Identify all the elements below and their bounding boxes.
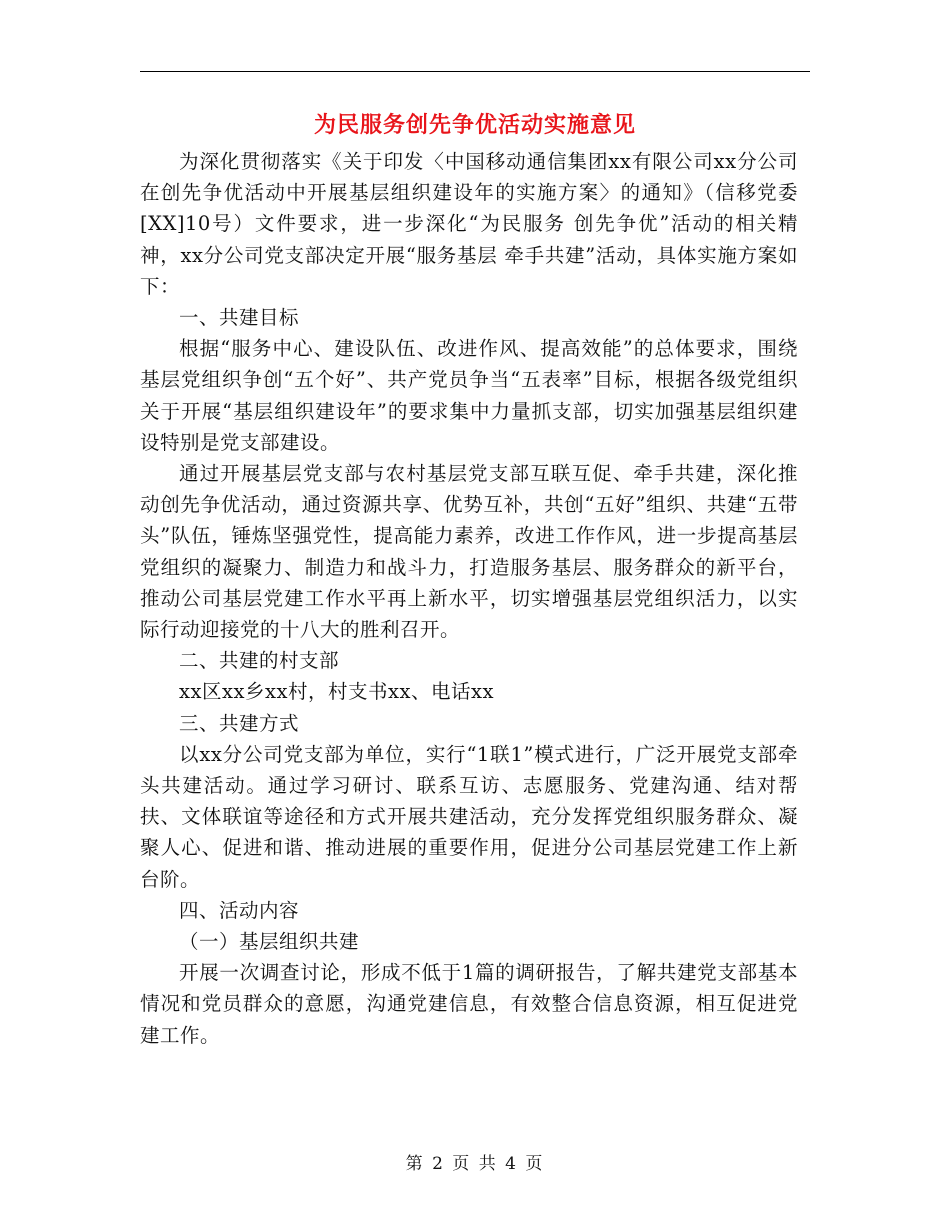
page-number: 第 2 页 共 4 页 bbox=[405, 1154, 545, 1174]
document-body bbox=[140, 146, 798, 1051]
heading-section-2: 二、共建的村支部 bbox=[179, 649, 340, 673]
paragraph-goal-1: 根据“服务中心、建设队伍、改进作风、提高效能”的总体要求，围绕基层党组织争创“五个好”、共产党员争当“五表率”目标，根据各级党组织关于开展“基层组织建设年”的要求集中力量抓支部，切实加强基层组织建设特别是党支部建设。 bbox=[140, 337, 798, 454]
paragraph-content-1: 开展一次调查讨论，形成不低于1篇的调研报告，了解共建党支部基本情况和党员群众的意愿，沟通党建信息，有效整合信息资源，相互促进党建工作。 bbox=[140, 961, 798, 1047]
paragraph-goal-2: 通过开展基层党支部与农村基层党支部互联互促、牵手共建，深化推动创先争优活动，通过资源共享、优势互补，共创“五好”组织、共建“五带头”队伍，锤炼坚强党性，提高能力素养，改进工作作风，进一步提高基层党组织的凝聚力、制造力和战斗力，打造服务基层、服务群众的新平台，推动公司基层党建工作水平再上新水平，切实增强基层党组织活力，以实际行动迎接党的十八大的胜利召开。 bbox=[140, 462, 798, 642]
heading-section-3: 三、共建方式 bbox=[179, 711, 300, 735]
heading-section-4: 四、活动内容 bbox=[179, 898, 300, 922]
document-title: 为民服务创先争优活动实施意见 bbox=[313, 113, 636, 138]
paragraph-intro: 为深化贯彻落实《关于印发〈中国移动通信集团xx有限公司xx分公司在创先争优活动中开展基层组织建设年的实施方案〉的通知》（信移党委[XX]10号）文件要求，进一步深化“为民服务 创先争优”活动的相关精神，xx分公司党支部决定开展“服务基层 牵手共建”活动，具体实施方案如下： bbox=[140, 150, 798, 298]
header-rule bbox=[140, 71, 810, 72]
heading-subsection-1: （一）基层组织共建 bbox=[179, 930, 360, 954]
heading-section-1: 一、共建目标 bbox=[179, 306, 300, 330]
paragraph-village: xx区xx乡xx村，村支书xx、电话xx bbox=[179, 680, 494, 704]
paragraph-method: 以xx分公司党支部为单位，实行“1联1”模式进行，广泛开展党支部牵头共建活动。通过学习研讨、联系互访、志愿服务、党建沟通、结对帮扶、文体联谊等途径和方式开展共建活动，充分发挥党组织服务群众、凝聚人心、促进和谐、推动进展的重要作用，促进分公司基层党建工作上新台阶。 bbox=[140, 742, 798, 891]
